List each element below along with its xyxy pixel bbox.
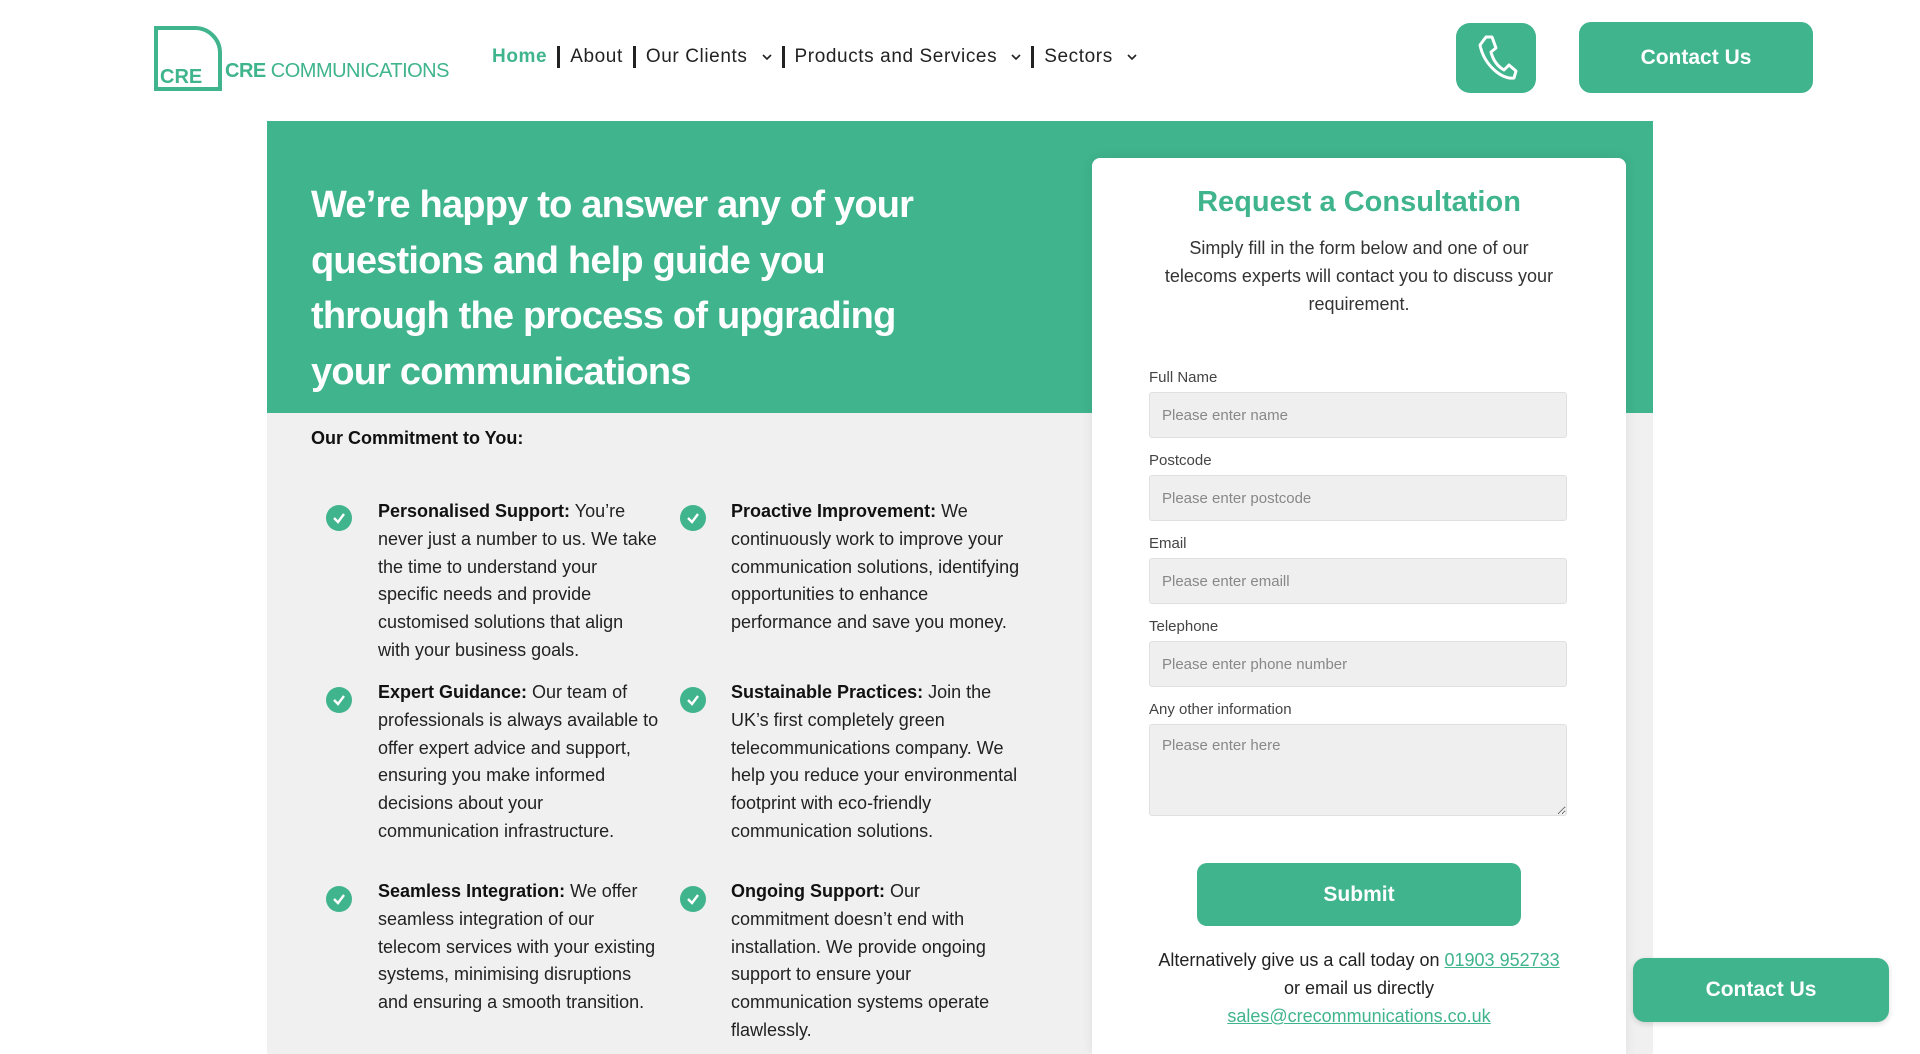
logo-mark (153, 25, 223, 91)
main-nav (492, 46, 1137, 68)
check-icon (326, 886, 352, 912)
nav-about[interactable]: About (570, 46, 623, 67)
chevron-down-icon (762, 52, 772, 62)
check-icon (680, 886, 706, 912)
alternative-contact-text: Alternatively give us a call today on 01903 952733 or email us directly sales@crecommunications.co.uk (1158, 950, 1560, 1026)
other-info-label: Any other information (1149, 701, 1292, 718)
floating-contact-us-button[interactable]: Contact Us (1633, 958, 1889, 1022)
form-title: Request a Consultation (1197, 186, 1521, 218)
commitment-title: Our Commitment to You: (311, 428, 524, 448)
phone-button[interactable] (1456, 23, 1536, 93)
nav-our-clients[interactable]: Our Clients (646, 46, 772, 68)
site-header (0, 0, 1920, 120)
nav-home[interactable]: Home (492, 46, 548, 67)
nav-products-services[interactable]: Products and Services (795, 46, 1022, 68)
commitment-item: Sustainable Practices: Join the UK’s first completely green telecommunications company. We help you reduce your environmental footprint with eco-friendly communication solutions. (731, 682, 1018, 841)
full-name-input[interactable] (1149, 392, 1567, 438)
telephone-input[interactable] (1149, 641, 1567, 687)
nav-divider (1031, 46, 1034, 68)
phone-icon (1474, 33, 1518, 83)
logo-mark-text: CRE (160, 66, 203, 88)
postcode-input[interactable] (1149, 475, 1567, 521)
commitment-item: Proactive Improvement: We continuously work to improve your communication solutions, identifying opportunities to enhance performance and save you money. (731, 501, 1020, 633)
logo-wordmark: CRE COMMUNICATIONS (225, 60, 449, 82)
check-icon (326, 687, 352, 713)
other-info-textarea[interactable] (1149, 724, 1567, 816)
email-input[interactable] (1149, 558, 1567, 604)
hero-title: We’re happy to answer any of your questions and help guide you through the process of upgrading your communications (311, 184, 914, 393)
telephone-label: Telephone (1149, 618, 1219, 635)
email-link[interactable]: sales@crecommunications.co.uk (1227, 1006, 1491, 1026)
commitment-item: Ongoing Support: Our commitment doesn’t end with installation. We provide ongoing support to ensure your communication systems operate flawlessly. (731, 881, 990, 1040)
commitment-item: Personalised Support: You’re never just a number to us. We take the time to understand your specific needs and provide customised solutions that align with your business goals. (378, 501, 657, 660)
email-label: Email (1149, 535, 1187, 552)
postcode-label: Postcode (1149, 452, 1212, 469)
consultation-form-card (1092, 158, 1626, 1054)
commitment-item: Expert Guidance: Our team of professionals is always available to offer expert advice and support, ensuring you make informed decisions about your communication infrastructure. (378, 682, 659, 841)
nav-divider (633, 46, 636, 68)
chevron-down-icon (1011, 52, 1021, 62)
check-icon (680, 687, 706, 713)
commitment-item: Seamless Integration: We offer seamless integration of our telecom services with your existing systems, minimising disruptions and ensuring a smooth transition. (378, 881, 656, 1013)
nav-sectors[interactable]: Sectors (1044, 46, 1137, 68)
nav-divider (557, 46, 560, 68)
phone-link[interactable]: 01903 952733 (1444, 950, 1560, 970)
check-icon (680, 505, 706, 531)
nav-divider (782, 46, 785, 68)
submit-button[interactable]: Submit (1197, 863, 1521, 926)
contact-us-button[interactable]: Contact Us (1579, 22, 1813, 93)
site-logo[interactable] (153, 25, 453, 91)
chevron-down-icon (1127, 52, 1137, 62)
full-name-label: Full Name (1149, 369, 1218, 386)
check-icon (326, 505, 352, 531)
form-subtitle: Simply fill in the form below and one of our telecoms experts will contact you to discuss your requirement. (1164, 238, 1554, 314)
